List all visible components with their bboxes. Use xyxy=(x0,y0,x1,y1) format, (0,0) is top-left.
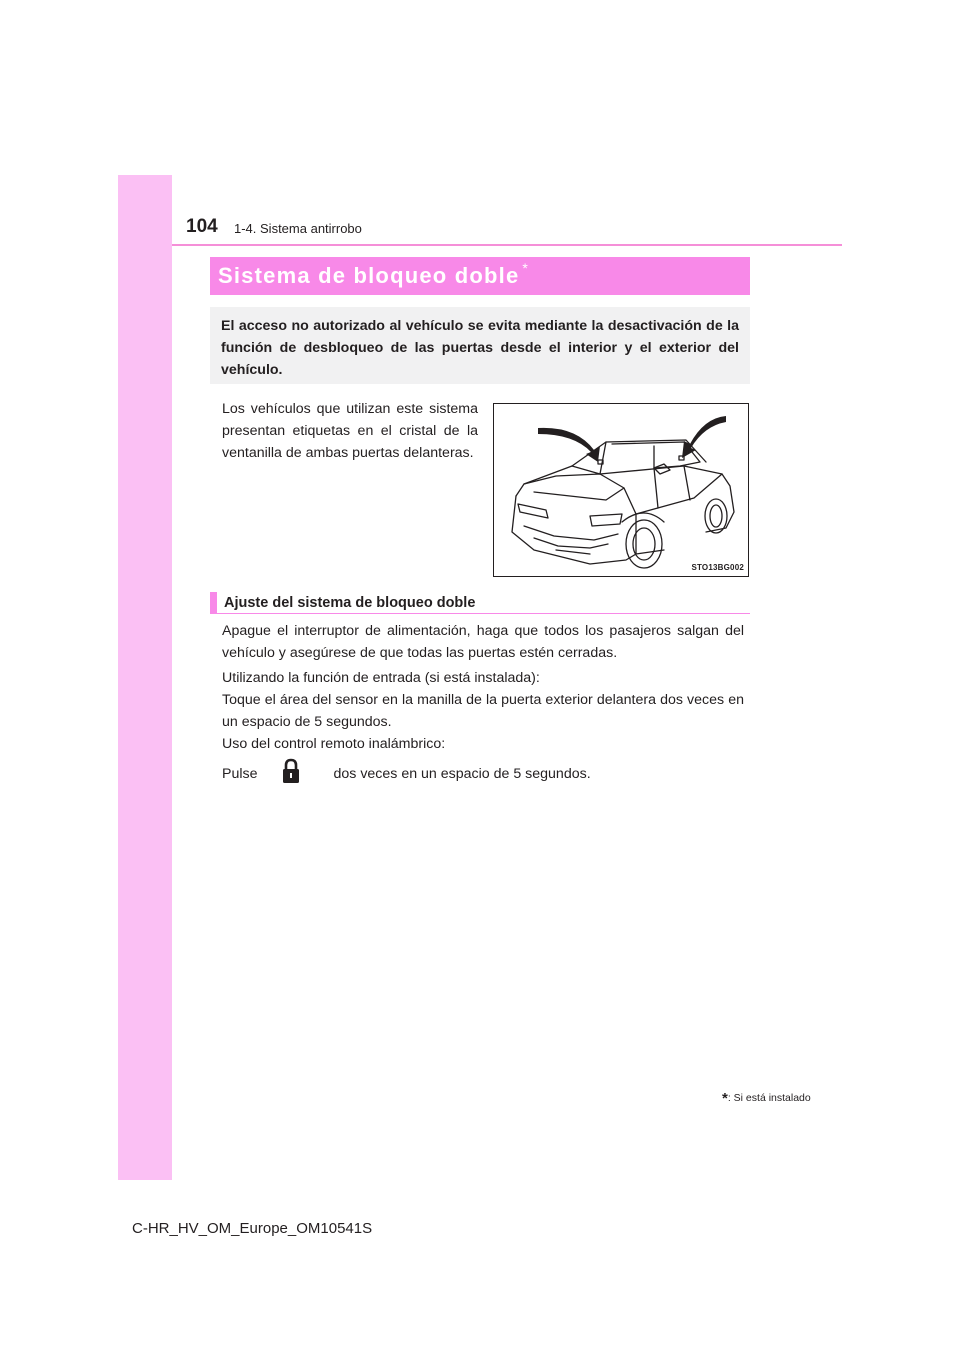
remote-control-line: Uso del control remoto inalámbrico: xyxy=(222,736,446,752)
page-number: 104 xyxy=(186,216,218,237)
sensor-touch-line: Toque el área del sensor en la manilla de la puerta exterior delantera dos veces en un espacio de 5 segundos. xyxy=(222,692,744,730)
page-title: Sistema de bloqueo doble xyxy=(218,263,520,288)
intro-box: El acceso no autorizado al vehículo se evita mediante la desactivación de la función de desbloqueo de las puertas desde el interior y el exterior del vehículo. xyxy=(210,307,750,384)
title-asterisk: * xyxy=(522,260,528,276)
title-bar xyxy=(210,257,750,295)
footnote-asterisk: * xyxy=(722,1090,728,1107)
footnote-text: : Si está instalado xyxy=(727,1092,811,1104)
setup-paragraph-2 xyxy=(222,667,744,755)
lock-icon xyxy=(280,757,302,785)
figure-code: STO13BG002 xyxy=(691,563,744,572)
car-with-window-labels-illustration xyxy=(494,404,748,576)
setup-paragraph-1: Apague el interruptor de alimentación, haga que todos los pasajeros salgan del vehículo y asegúrese de que todas las puertas estén cerradas. xyxy=(222,623,744,661)
document-id: C-HR_HV_OM_Europe_OM10541S xyxy=(132,1220,373,1237)
side-tab-band xyxy=(118,175,172,1180)
entry-function-line: Utilizando la función de entrada (si está instalada): xyxy=(222,670,540,686)
footnote xyxy=(722,1088,811,1105)
car-figure xyxy=(493,403,749,577)
section-heading: Ajuste del sistema de bloqueo doble xyxy=(210,592,750,614)
press-text: Pulse xyxy=(222,765,258,782)
press-instruction-text: dos veces en un espacio de 5 segundos. xyxy=(333,765,591,782)
setup-paragraph-3 xyxy=(222,760,744,788)
running-header: 1-4. Sistema antirrobo xyxy=(234,221,362,236)
header-rule xyxy=(172,244,842,246)
labels-paragraph: Los vehículos que utilizan este sistema presentan etiquetas en el cristal de la ventanilla de ambas puertas delanteras. xyxy=(222,401,478,461)
